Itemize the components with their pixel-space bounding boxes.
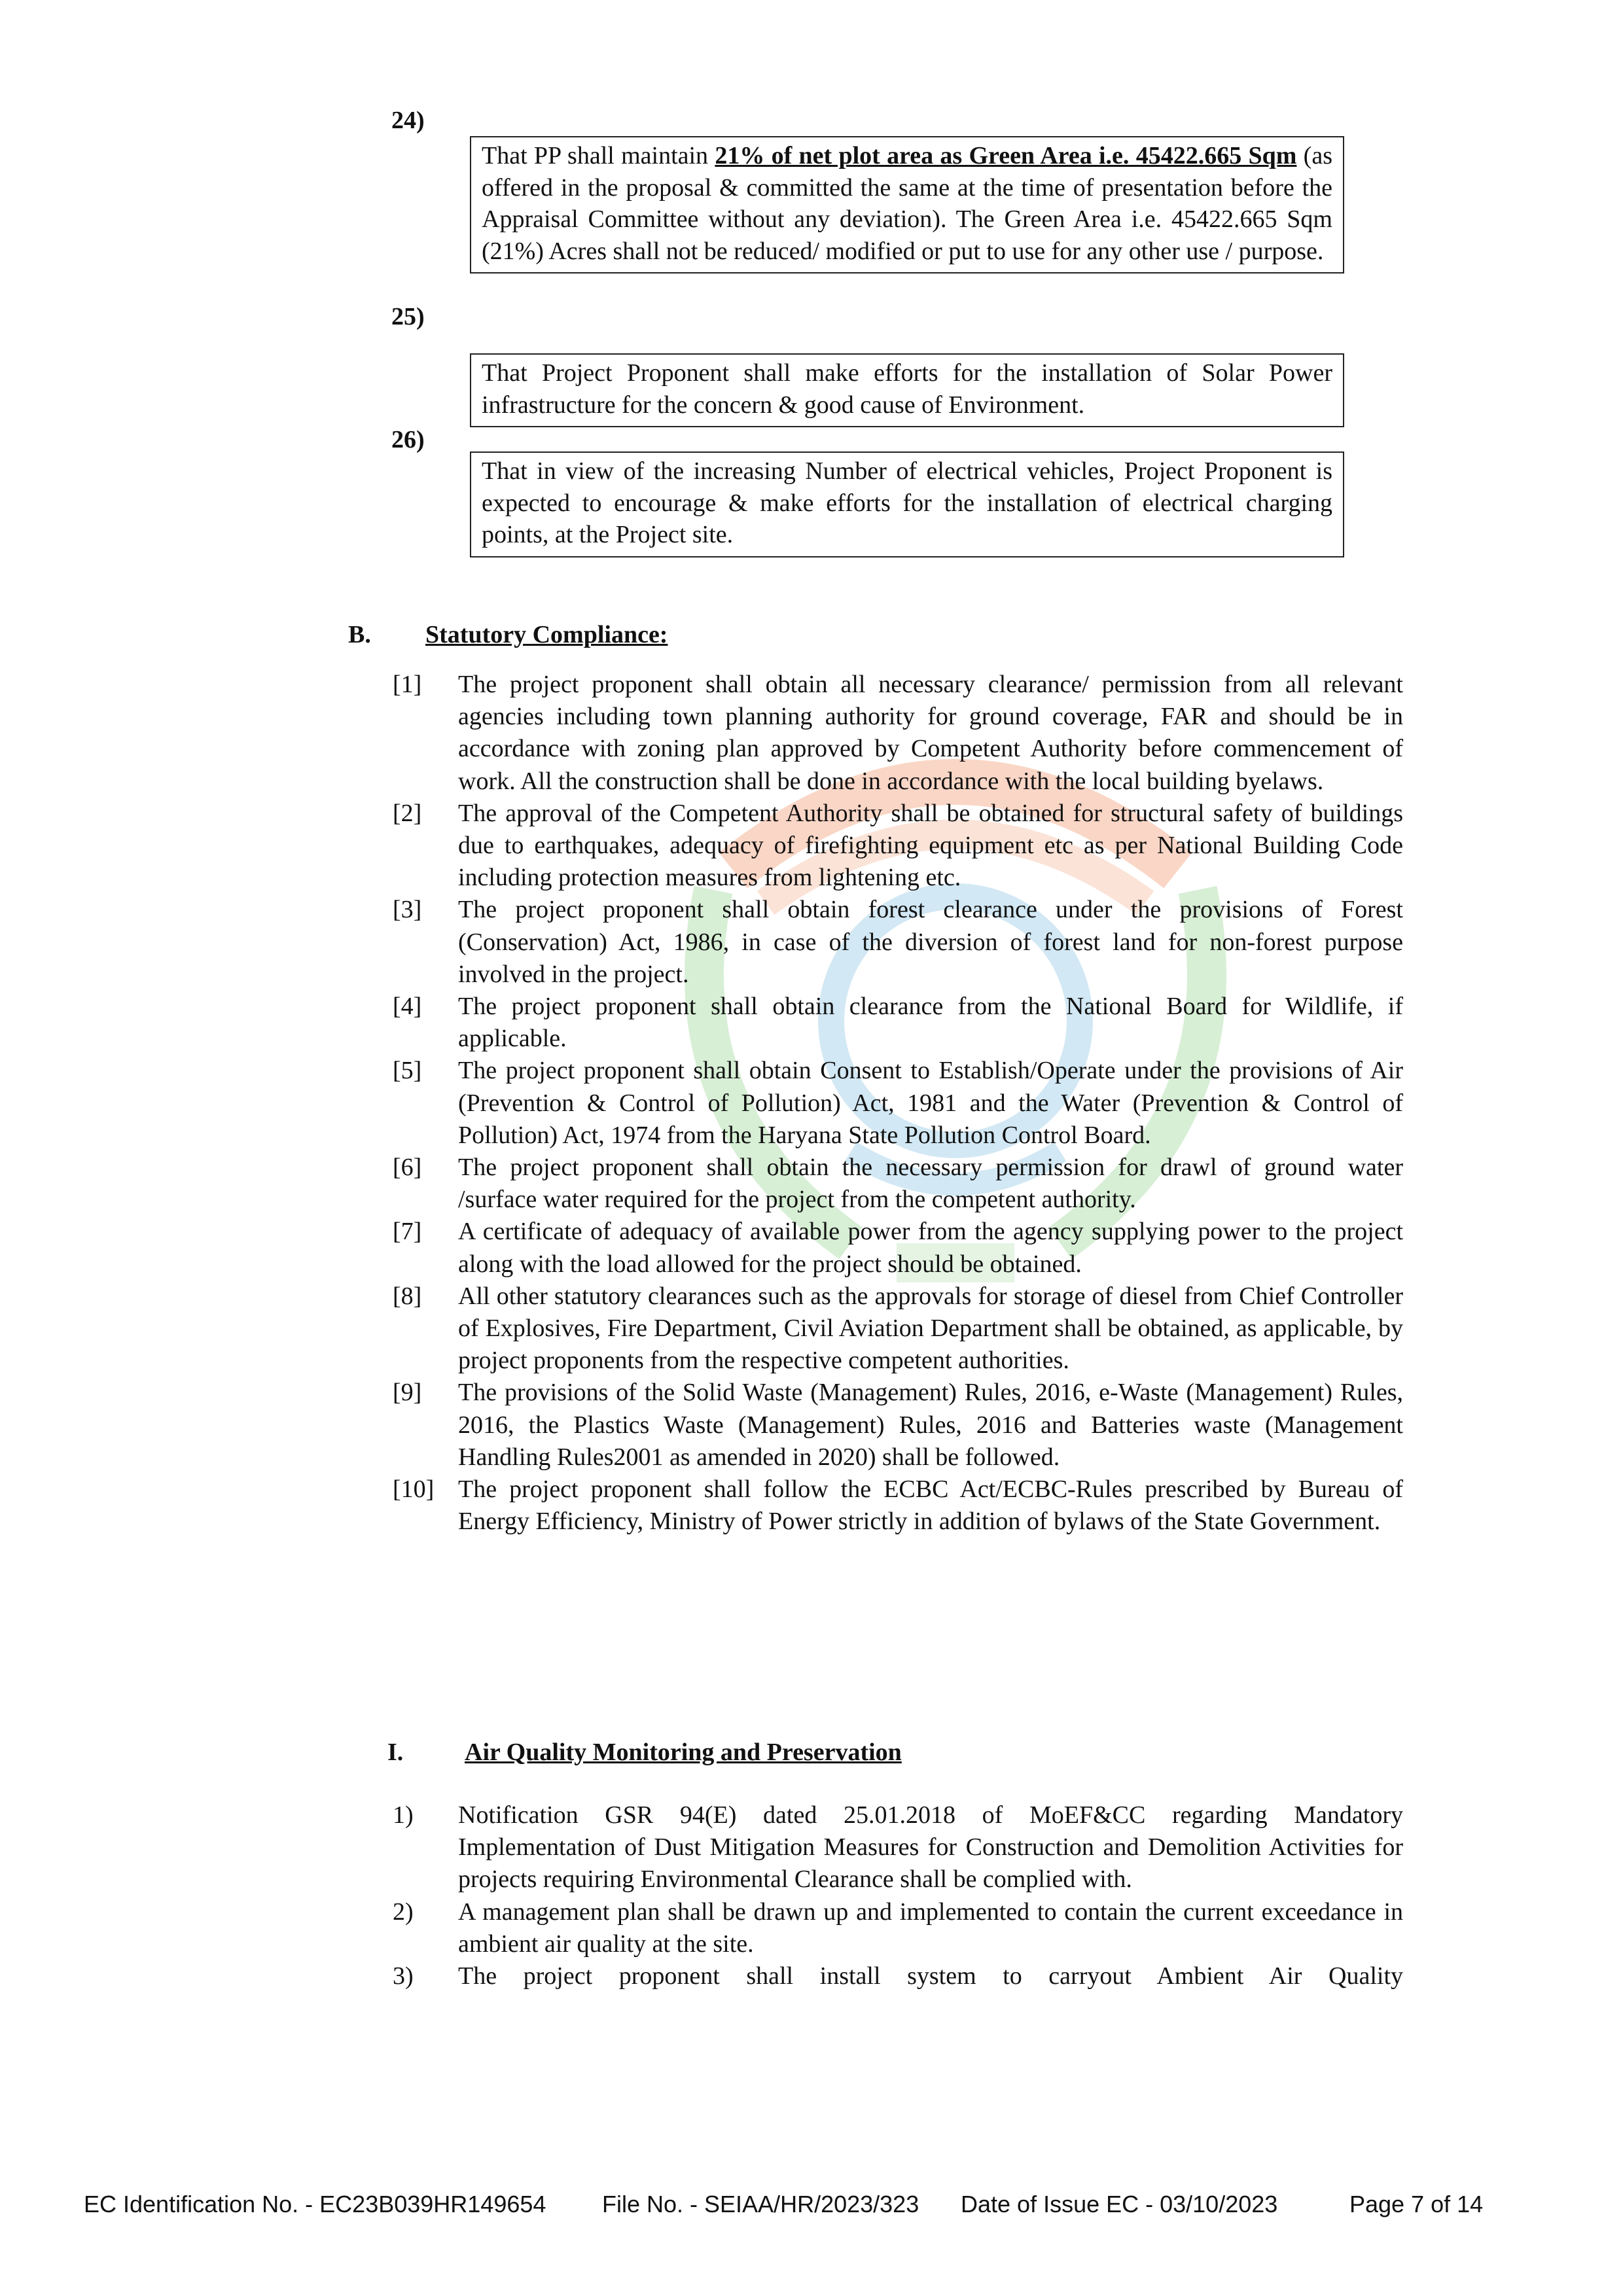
item-text: A management plan shall be drawn up and implemented to contain the current exceedance in ambient air quality at the site. (458, 1898, 1403, 1958)
list-item (393, 1896, 1403, 1960)
list-item (393, 1216, 1403, 1280)
section-letter: I. (387, 1739, 404, 1766)
list-item (393, 1377, 1403, 1474)
item-index: [5] (393, 1057, 422, 1085)
item-index: [10] (393, 1475, 435, 1504)
ec-identification-number: EC Identification No. - EC23B039HR149654 (84, 2191, 546, 2217)
item-index: [4] (393, 993, 422, 1021)
list-item (393, 1960, 1403, 1992)
item-text: The project proponent shall obtain forest clearance under the provisions of Forest (Conservation) Act, 1986, in case of the diversion of forest land for non-forest purpose involved in the project. (458, 896, 1403, 988)
condition-text: (as offered in the proposal & committed the same at the time of presentation before the Appraisal Committee without any deviation). The Green Area i.e. 45422.665 Sqm (21%) Acres shall not be reduced/ modified or put to use for any other use / purpose. (482, 142, 1332, 265)
condition-text: That PP shall maintain (482, 142, 715, 169)
item-text: A certificate of adequacy of available power from the agency supplying power to the project along with the load allowed for the project should be obtained. (458, 1218, 1403, 1278)
list-item (393, 1474, 1403, 1538)
condition-box (470, 353, 1344, 427)
item-text: The approval of the Competent Authority shall be obtained for structural safety of buildings due to earthquakes, adequacy of firefighting equipment etc as per National Building Code including protection measures from lightening etc. (458, 799, 1403, 892)
page-number: Page 7 of 14 (1349, 2191, 1484, 2217)
list-item (393, 991, 1403, 1055)
list-item (393, 894, 1403, 991)
condition-number: 25) (391, 303, 425, 330)
item-index: [2] (393, 799, 422, 827)
statutory-compliance-list (393, 669, 1403, 1538)
list-item (393, 669, 1403, 798)
item-index: [9] (393, 1379, 422, 1407)
date-of-issue: Date of Issue EC - 03/10/2023 (961, 2191, 1278, 2217)
condition-number: 24) (391, 107, 425, 134)
item-index: 1) (393, 1801, 414, 1829)
item-text: The project proponent shall obtain all necessary clearance/ permission from all relevant agencies including town planning authority for ground coverage, FAR and should be in accordance with zoning plan approved by Competent Authority before commencement of work. All the construction shall be done in accordance with the local building byelaws. (458, 671, 1403, 795)
file-number: File No. - SEIAA/HR/2023/323 (602, 2191, 919, 2217)
condition-box (470, 136, 1344, 274)
item-text: The provisions of the Solid Waste (Management) Rules, 2016, e-Waste (Management) Rules, 2016, the Plastics Waste (Management) Rules, 2016 and Batteries waste (Management Handling Rules2001 as amended in 2020) shall be followed. (458, 1379, 1403, 1471)
item-index: 2) (393, 1898, 414, 1926)
section-title: Air Quality Monitoring and Preservation (465, 1739, 902, 1766)
item-text: The project proponent shall follow the ECBC Act/ECBC-Rules prescribed by Bureau of Energy Efficiency, Ministry of Power strictly in addition of bylaws of the State Government. (458, 1475, 1403, 1536)
item-text: Notification GSR 94(E) dated 25.01.2018 of MoEF&CC regarding Mandatory Implementation of Dust Mitigation Measures for Construction and Demolition Activities for projects requiring Environmental Clearance shall be complied with. (458, 1801, 1403, 1894)
section-heading (387, 1738, 1042, 1771)
list-item (393, 1055, 1403, 1152)
green-area-emphasis: 21% of net plot area as Green Area i.e. 45422.665 Sqm (715, 142, 1297, 169)
condition-number: 26) (391, 426, 425, 453)
condition-text: That Project Proponent shall make efforts for the installation of Solar Power infrastructure for the concern & good cause of Environment. (482, 359, 1332, 419)
list-item (393, 1799, 1403, 1896)
list-item (393, 798, 1403, 894)
list-item (393, 1152, 1403, 1216)
item-text: The project proponent shall obtain clearance from the National Board for Wildlife, if applicable. (458, 993, 1403, 1053)
air-quality-list (393, 1799, 1403, 1992)
section-title: Statutory Compliance: (425, 621, 668, 648)
item-text: The project proponent shall install system to carryout Ambient Air Quality (458, 1962, 1403, 1990)
item-index: 3) (393, 1962, 414, 1990)
list-item (393, 1280, 1403, 1377)
item-index: [6] (393, 1154, 422, 1182)
page-footer (84, 2191, 1563, 2223)
condition-text: That in view of the increasing Number of electrical vehicles, Project Proponent is expected to encourage & make efforts for the installation of electrical charging points, at the Project site. (482, 457, 1332, 548)
section-heading (348, 620, 741, 653)
item-text: The project proponent shall obtain Consent to Establish/Operate under the provisions of Air (Prevention & Control of Pollution) Act, 1981 and the Water (Prevention & Control of Pollution) Act, 1974 from the Haryana State Pollution Control Board. (458, 1057, 1403, 1149)
item-index: [3] (393, 896, 422, 924)
item-text: The project proponent shall obtain the necessary permission for drawl of ground water /surface water required for the project from the competent authority. (458, 1154, 1403, 1214)
item-index: [7] (393, 1218, 422, 1246)
section-letter: B. (348, 621, 371, 648)
item-index: [8] (393, 1282, 422, 1310)
condition-box (470, 451, 1344, 557)
item-index: [1] (393, 671, 422, 698)
item-text: All other statutory clearances such as the approvals for storage of diesel from Chief Controller of Explosives, Fire Department, Civil Aviation Department shall be obtained, as applicable, by project proponents from the respective competent authorities. (458, 1282, 1403, 1375)
